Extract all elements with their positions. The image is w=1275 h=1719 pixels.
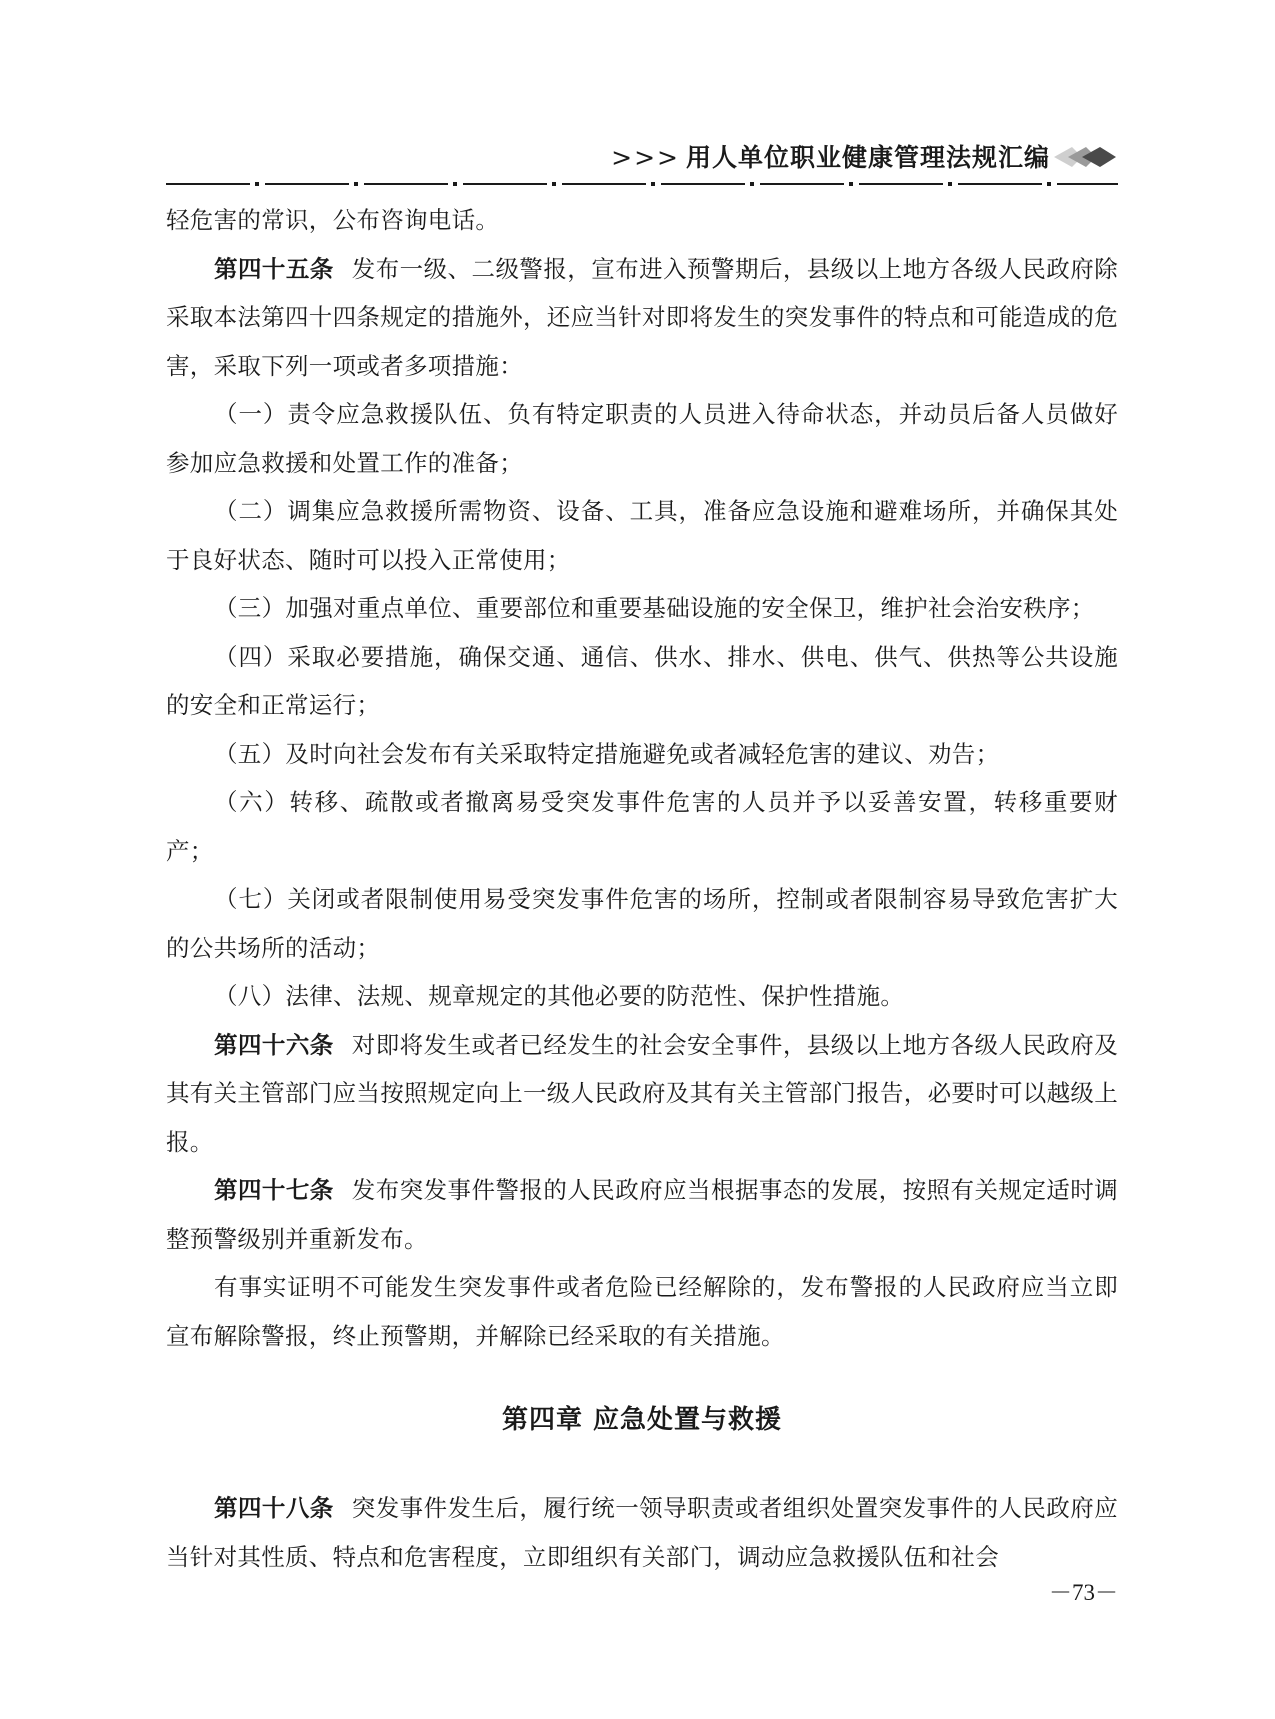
- paragraphs-after-chapter: [166, 1484, 1118, 1581]
- article-number: 第四十八条: [214, 1494, 334, 1522]
- chapter-heading: 第四章 应急处置与救援: [501, 1405, 783, 1435]
- article-paragraph: [166, 1021, 1118, 1167]
- header-title: [611, 138, 1050, 174]
- article-paragraph: [166, 1484, 1118, 1581]
- text-paragraph: [166, 196, 1118, 245]
- paragraph-text: 发布一级、二级警报，宣布进入预警期后，县级以上地方各级人民政府除采取本法第四十四条规定的措施外，还应当针对即将发生的突发事件的特点和可能造成的危害，采取下列一项或者多项措施：: [166, 254, 1118, 380]
- paragraphs-before-chapter: [166, 196, 1118, 1360]
- paragraph-text: 发布突发事件警报的人民政府应当根据事态的发展，按照有关规定适时调整预警级别并重新发布。: [166, 1176, 1118, 1253]
- header-title-text: 用人单位职业健康管理法规汇编: [685, 143, 1050, 172]
- article-number: 第四十六条: [214, 1030, 334, 1059]
- paragraph-text: （三）加强对重点单位、重要部位和重要基础设施的安全保卫，维护社会治安秩序；: [214, 594, 1095, 622]
- article-number: 第四十七条: [214, 1176, 334, 1204]
- paragraph-text: （二）调集应急救援所需物资、设备、工具，准备应急设施和避难场所，并确保其处于良好状态、随时可以投入正常使用；: [166, 497, 1118, 574]
- article-number: 第四十五条: [214, 254, 334, 283]
- paragraph-text: （四）采取必要措施，确保交通、通信、供水、排水、供电、供气、供热等公共设施的安全和正常运行；: [166, 642, 1118, 719]
- paragraph-text: （一）责令应急救援队伍、负有特定职责的人员进入待命状态，并动员后备人员做好参加应急救援和处置工作的准备；: [166, 400, 1118, 477]
- article-paragraph: [166, 1166, 1118, 1263]
- text-paragraph: [166, 1263, 1118, 1360]
- text-paragraph: [166, 584, 1118, 633]
- text-paragraph: [166, 875, 1118, 972]
- text-paragraph: [166, 730, 1118, 779]
- text-paragraph: [166, 633, 1118, 730]
- article-paragraph: [166, 245, 1118, 391]
- text-paragraph: [166, 487, 1118, 584]
- body-text: [166, 196, 1118, 1581]
- diamond-ornament-icon: [1052, 144, 1118, 170]
- paragraph-text: （八）法律、法规、规章规定的其他必要的防范性、保护性措施。: [214, 982, 905, 1010]
- paragraph-text: 对即将发生或者已经发生的社会安全事件，县级以上地方各级人民政府及其有关主管部门应当按照规定向上一级人民政府及其有关主管部门报告，必要时可以越级上报。: [166, 1030, 1118, 1156]
- header-dash-rule: [166, 180, 1118, 188]
- running-header: [166, 135, 1118, 187]
- header-chevrons: >>>: [611, 143, 680, 172]
- paragraph-text: （六）转移、疏散或者撤离易受突发事件危害的人员并予以妥善安置，转移重要财产；: [166, 788, 1118, 865]
- paragraph-text: 有事实证明不可能发生突发事件或者危险已经解除的，发布警报的人民政府应当立即宣布解除警报，终止预警期，并解除已经采取的有关措施。: [166, 1273, 1118, 1350]
- page-number: －73－: [1049, 1580, 1118, 1605]
- paragraph-text: 轻危害的常识，公布咨询电话。: [166, 206, 500, 234]
- paragraph-text: 突发事件发生后，履行统一领导职责或者组织处置突发事件的人民政府应当针对其性质、特点和危害程度，立即组织有关部门，调动应急救援队伍和社会: [166, 1494, 1118, 1571]
- text-paragraph: [166, 972, 1118, 1021]
- text-paragraph: [166, 778, 1118, 875]
- paragraph-text: （五）及时向社会发布有关采取特定措施避免或者减轻危害的建议、劝告；: [214, 739, 1000, 768]
- text-paragraph: [166, 390, 1118, 487]
- paragraph-text: （七）关闭或者限制使用易受突发事件危害的场所，控制或者限制容易导致危害扩大的公共场所的活动；: [166, 885, 1118, 962]
